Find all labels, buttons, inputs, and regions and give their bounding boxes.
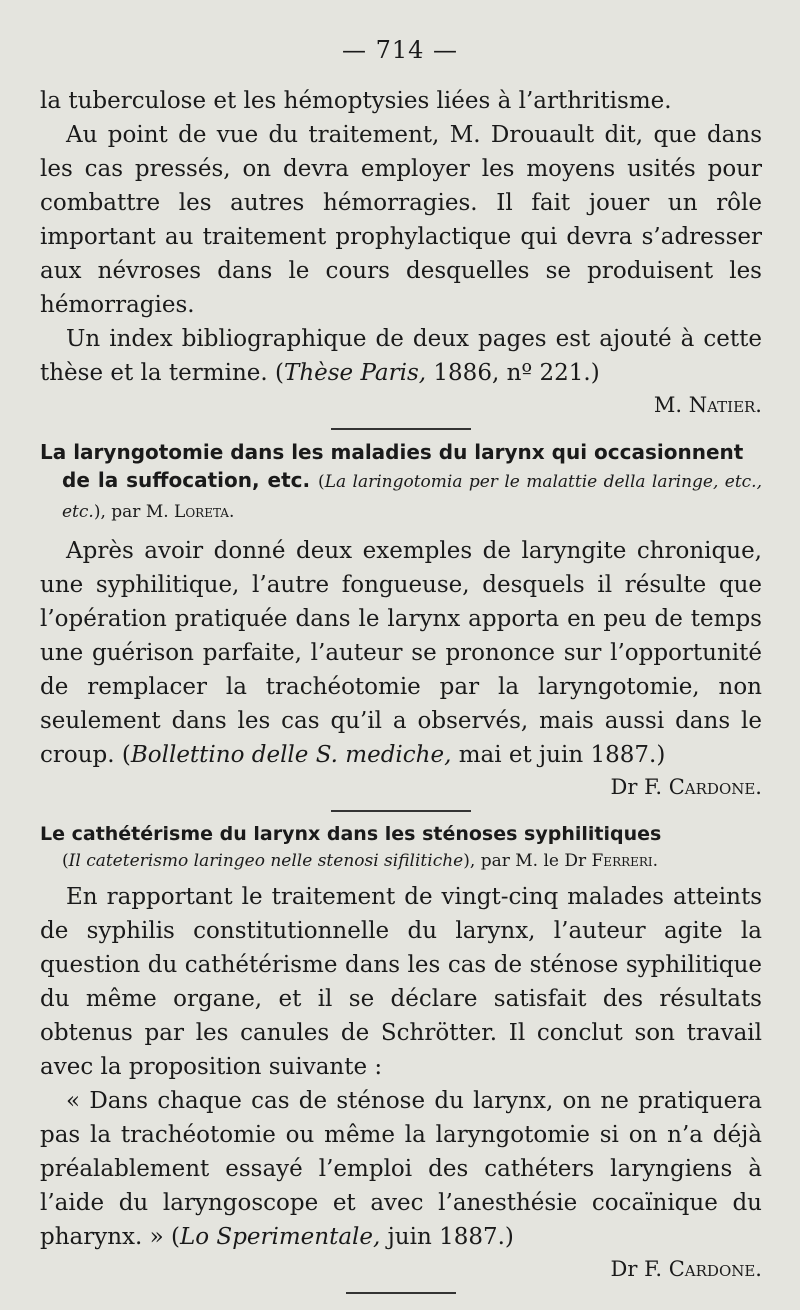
article2-subtitle-close: ), par M.: [93, 502, 175, 522]
article3-signature-prefix: Dr F.: [610, 1257, 669, 1281]
article2-signature-name: Cardone.: [668, 775, 762, 799]
article3-signature-name: Cardone.: [668, 1257, 762, 1281]
article2-signature: [40, 772, 762, 802]
article3-subtitle-close: ), par M. le Dr: [463, 851, 592, 871]
article1-paragraph-2: Au point de vue du traitement, M. Drouault dit, que dans les cas pressés, on devra employer les moyens usités pour combattre les autres hémorragies. Il fait jouer un rôle important au traitement prophylactique qui devra s’adresser aux névroses dans le cours desquelles se produisent les hémorragies.: [40, 122, 762, 318]
article1-paragraph-3: [40, 322, 762, 390]
article3-quote: [40, 1084, 762, 1254]
article3-author: Ferreri.: [591, 851, 659, 871]
article3-citation: Lo Sperimentale,: [180, 1224, 381, 1250]
article1-signature-prefix: M.: [653, 393, 689, 417]
article2-signature-prefix: Dr F.: [610, 775, 669, 799]
article2-paragraph-1: [40, 534, 762, 772]
article3-title: Le cathétérisme du larynx dans les sténoses syphilitiques: [40, 823, 662, 845]
section-divider: [331, 428, 471, 430]
article1-signature-name: Natier.: [688, 393, 762, 417]
article1-paragraph-3-text: Un index bibliographique de deux pages est ajouté à cette thèse et la termine. (: [40, 326, 762, 386]
page-number: — 714 —: [341, 36, 459, 64]
article2-paragraph-1-text: Après avoir donné deux exemples de laryngite chronique, une syphilitique, l’autre fongueuse, desquels il résulte que l’opération pratiquée dans le larynx apporta en peu de temps une guérison parfaite, l’auteur se prononce sur l’opportunité de remplacer la trachéotomie par la laryngotomie, non seulement dans les cas qu’il a observés, mais aussi dans le croup. (: [40, 538, 762, 768]
article3-subtitle: [40, 848, 762, 874]
article3-signature: [40, 1254, 762, 1284]
article2-title-line2: de la suffocation, etc.: [62, 468, 311, 492]
article3-citation-end: juin 1887.): [380, 1224, 514, 1250]
page-body: [40, 84, 762, 1302]
article2-subtitle-open: (: [318, 472, 325, 492]
article2-citation-end: mai et juin 1887.): [451, 742, 666, 768]
section-divider-3: [346, 1292, 456, 1294]
article2-subtitle-italic: La laringotomia per le malattie della laringe, etc., etc.: [62, 472, 762, 522]
section-divider-2: [331, 810, 471, 812]
article3-quote-text: « Dans chaque cas de sténose du larynx, on ne pratiquera pas la trachéotomie ou même la laryngotomie si on n’a déjà préalablement essayé l’emploi des cathéters laryngiens à l’aide du laryngoscope et avec l’anesthésie cocaïnique du pharynx. » (: [40, 1088, 762, 1250]
article3-subtitle-italic: Il cateterismo laringeo nelle stenosi sifilitiche: [68, 851, 464, 871]
article1-citation-end: 1886, nº 221.): [426, 360, 600, 386]
article1-signature: [40, 390, 762, 420]
article2-citation: Bollettino delle S. mediche,: [130, 742, 452, 768]
article1-citation: Thèse Paris,: [283, 360, 427, 386]
article3-subtitle-open: (: [62, 851, 69, 871]
article1-paragraph-1: la tuberculose et les hémoptysies liées à l’arthritisme.: [40, 88, 672, 114]
article2-title-line1: La laryngotomie dans les maladies du larynx qui occasionnent: [40, 440, 744, 464]
article2-title-line2-wrap: [40, 466, 762, 526]
article2-title: [40, 438, 762, 526]
article3-paragraph-1: En rapportant le traitement de vingt-cinq malades atteints de syphilis constitutionnelle du larynx, l’auteur agite la question du cathétérisme dans les cas de sténose syphilitique du même organe, et il se déclare satisfait des résultats obtenus par les canules de Schrötter. Il conclut son travail avec la proposition suivante :: [40, 884, 762, 1080]
article2-author: Loreta.: [174, 502, 235, 522]
